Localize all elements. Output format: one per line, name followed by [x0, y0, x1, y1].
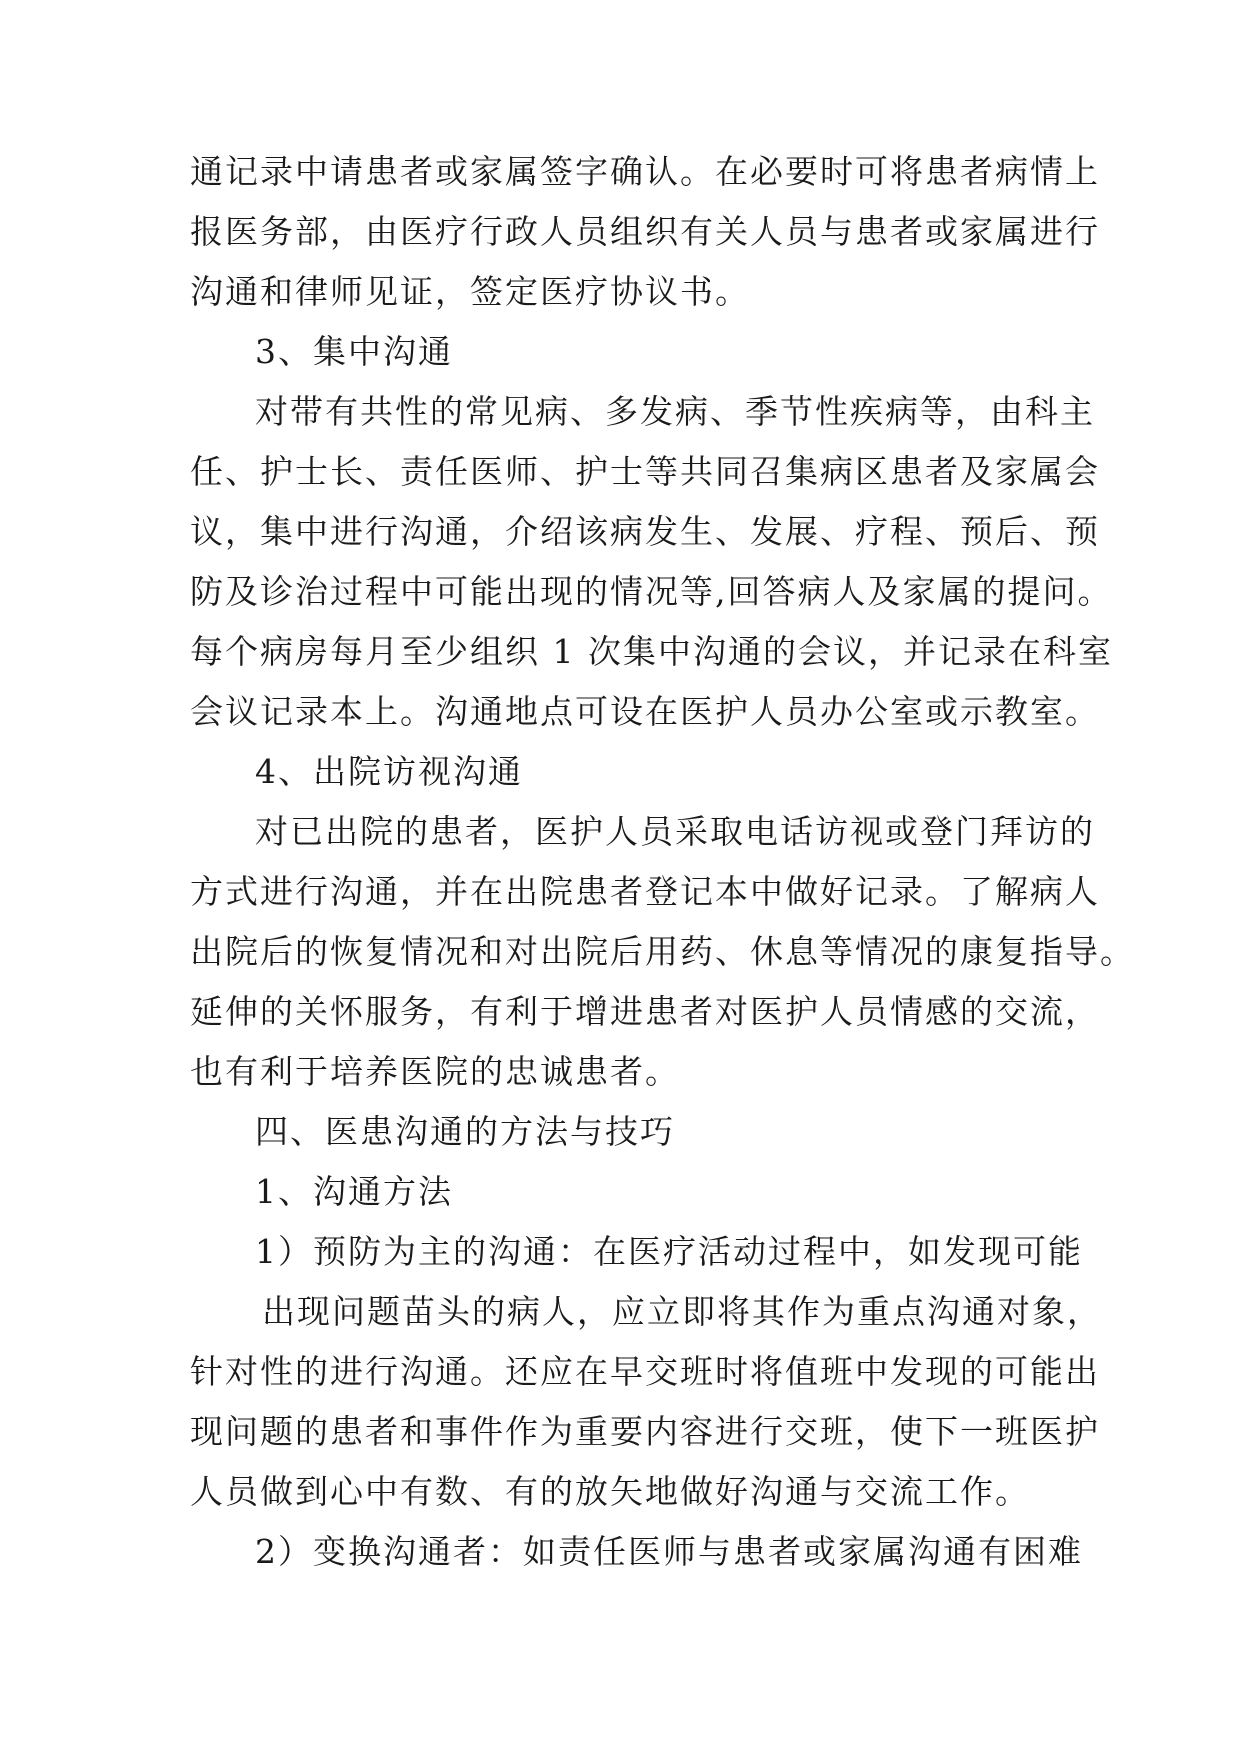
text-line: 通记录中请患者或家属签字确认。在必要时可将患者病情上: [190, 152, 1100, 191]
text-line: 人员做到心中有数、有的放矢地做好沟通与交流工作。: [190, 1472, 1030, 1511]
section-heading: 3、集中沟通: [255, 332, 453, 371]
section-heading: 4、出院访视沟通: [255, 752, 523, 791]
section-heading: 1、沟通方法: [255, 1172, 453, 1211]
text-line: 现问题的患者和事件作为重要内容进行交班，使下一班医护: [190, 1412, 1100, 1451]
text-line: 防及诊治过程中可能出现的情况等,回答病人及家属的提问。: [190, 572, 1113, 611]
text-line: 2）变换沟通者：如责任医师与患者或家属沟通有困难: [255, 1532, 1083, 1571]
text-line: 对已出院的患者，医护人员采取电话访视或登门拜访的: [255, 812, 1095, 851]
section-heading: 四、医患沟通的方法与技巧: [255, 1112, 675, 1151]
text-line: 方式进行沟通，并在出院患者登记本中做好记录。了解病人: [190, 872, 1100, 911]
text-line: 1）预防为主的沟通：在医疗活动过程中，如发现可能: [255, 1232, 1083, 1271]
text-line: 每个病房每月至少组织 1 次集中沟通的会议，并记录在科室: [190, 632, 1113, 671]
text-line: 沟通和律师见证，签定医疗协议书。: [190, 272, 750, 311]
text-line: 报医务部，由医疗行政人员组织有关人员与患者或家属进行: [190, 212, 1100, 251]
text-line: 也有利于培养医院的忠诚患者。: [190, 1052, 680, 1091]
text-line: 议，集中进行沟通，介绍该病发生、发展、疗程、预后、预: [190, 512, 1100, 551]
text-line: 出院后的恢复情况和对出院后用药、休息等情况的康复指导。: [190, 932, 1135, 971]
text-line: 延伸的关怀服务，有利于增进患者对医护人员情感的交流，: [190, 992, 1100, 1031]
text-line: 出现问题苗头的病人，应立即将其作为重点沟通对象，: [262, 1292, 1102, 1331]
text-line: 任、护士长、责任医师、护士等共同召集病区患者及家属会: [190, 452, 1100, 491]
text-line: 针对性的进行沟通。还应在早交班时将值班中发现的可能出: [190, 1352, 1100, 1391]
text-line: 对带有共性的常见病、多发病、季节性疾病等，由科主: [255, 392, 1095, 431]
text-line: 会议记录本上。沟通地点可设在医护人员办公室或示教室。: [190, 692, 1100, 731]
